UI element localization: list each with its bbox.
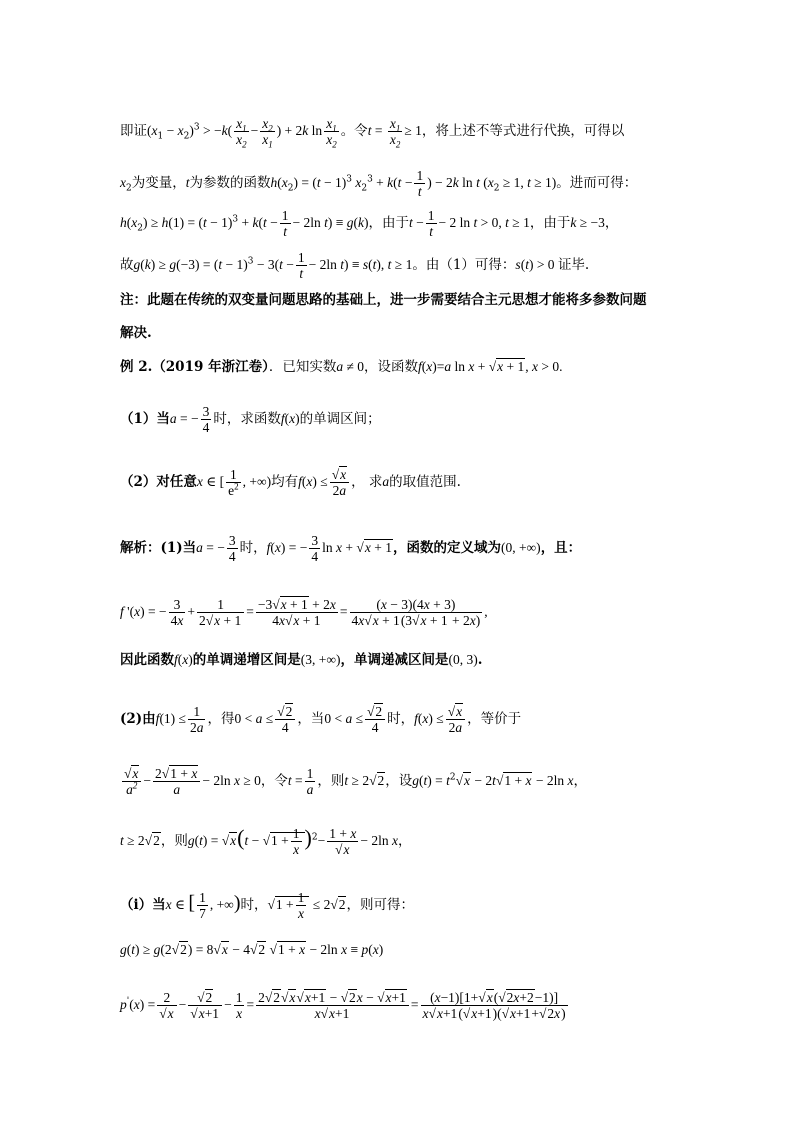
- note-line-2: 解决.: [120, 325, 152, 341]
- text-line-3: $h(x_2) \ge h(1) = (t - 1)^3 + k(t$ − $\frac{1}{t}$ − 2ln t) ≡ g(k)，由于t − $\frac{1}{t}$ − 2 ln t > 0, t ≥ 1，由于k ≥ −3，: [120, 208, 619, 239]
- text-segment: 的单调递增区间是: [192, 652, 301, 668]
- text-segment: 时，求函数: [213, 411, 281, 427]
- monotonic-conclusion: 因此函数f(x)的单调递增区间是(3, +∞)，单调递减区间是(0, 3).: [120, 652, 483, 668]
- solution-2-line-2: $\frac{√x}{a^2}$ − $\frac{2√1 + x}{a}$ − 2ln x ≥ 0，令t = $\frac{1}{a}$ ，则t ≥ 2√2，设$g(t) = t^2√x - 2t√1 + x - 2\ln$ x，: [124, 766, 587, 797]
- derivative-line: f '(x) = − $\frac{3}{4x}$ + $\frac{1}{2√x + 1}$ = $\frac{-3√x + 1 + 2x}{4x√x + 1}$ = $\frac{(x - 3)(4x + 3)}{4x√x + 1(3√x + 1 + 2x)}$ ,: [120, 597, 488, 628]
- example-label: 例 2.（2019 年浙江卷）: [120, 359, 269, 375]
- text-segment: ，设函数: [364, 359, 418, 375]
- text-segment: 。由（1）可得：: [412, 257, 516, 273]
- text-segment: （i）当: [120, 897, 166, 913]
- text-segment: ，函数的定义域为: [392, 540, 501, 556]
- text-line-1: 即证$(x_1 - x_2)^3 > -k$( $\frac{x_1}{x_2}$ − $\frac{x_2}{x_1}$ ) + 2k ln $\frac{x_1}{x_2}$ 。令t = $\frac{x_1}{x_2}$ ≥ 1，将上述不等式进行代换，可得以: [120, 116, 625, 150]
- text-segment: 的单调区间；: [299, 411, 381, 427]
- text-segment: ，等价于: [467, 711, 522, 727]
- text-segment: 。令: [340, 123, 368, 139]
- text-segment: ，当: [297, 711, 325, 727]
- note-line-1: 注：此题在传统的双变量问题思路的基础上，进一步需要结合主元思想才能将多参数问题: [120, 292, 647, 308]
- text-segment: 为变量，: [131, 175, 186, 191]
- text-segment: 故: [120, 257, 134, 273]
- text-segment: ，设: [385, 773, 413, 789]
- p-derivative-line: p'(x) = $\frac{2}{√x}$ − $\frac{√2}{√x+1}$ − $\frac{1}{x}$ = $\frac{2√2√x√x+1 - √2x - √x+1}{x√x+1}$ = $\frac{(x-1)[1+√x(√2x+2-1)]}{x√x+1(√x+1)(√x+1+√2x)}$: [120, 990, 566, 1021]
- text-segment: 时，: [240, 897, 268, 913]
- solution-2-line-3: t ≥ 2√2，则g(t) = √x(t − √1 + $\frac{1}{x}$ )$^2$− $\frac{1 + x}{√x}$ − 2ln x，: [120, 825, 412, 858]
- text-segment: .: [477, 652, 483, 668]
- solution-2-line-1: (2)由f(1) ≤ $\frac{1}{2a}$ ，得0 < a ≤ $\frac{√2}{4}$ ，当0 < a ≤ $\frac{√2}{4}$ 时，f(x) ≤ $\frac{√x}{2a}$ ，等价于: [120, 704, 522, 735]
- text-segment: 时，: [387, 711, 415, 727]
- text-segment: ， 求: [351, 474, 383, 490]
- text-segment: ，单调递减区间是: [340, 652, 449, 668]
- text-segment: ，则可得：: [346, 897, 414, 913]
- text-segment: ，则: [160, 833, 188, 849]
- text-segment: ．已知实数: [268, 359, 337, 375]
- text-line-2: $x_2$为变量，t为参数的函数$h(x_2) = (t - 1)^3$ $x_2^3 + k(t$ − $\frac{1}{t}$ ) − 2k ln t ($x_2 \ge 1$, t ≥ 1)。进而可得：: [120, 168, 638, 199]
- text-segment: ，由于: [368, 215, 409, 231]
- text-segment: 解析：(1)当: [120, 540, 197, 556]
- text-segment: ，由于: [529, 215, 571, 231]
- text-segment: 因此函数: [120, 652, 174, 668]
- text-segment: （1）当: [120, 411, 170, 427]
- question-2: （2）对任意x ∈ [ $\frac{1}{e^2}$ , +∞)均有f(x) ≤ $\frac{√x}{2a}$ ， 求a的取值范围.: [120, 467, 461, 498]
- text-segment: 证毕.: [557, 257, 590, 273]
- text-segment: ，令: [260, 773, 288, 789]
- text-segment: ，则: [317, 773, 345, 789]
- text-segment: ，得: [207, 711, 235, 727]
- text-segment: 时，: [239, 540, 267, 556]
- text-segment: ，将上述不等式进行代换，可得以: [421, 123, 625, 139]
- text-segment: ，且：: [540, 540, 582, 556]
- example-2-heading: 例 2.（2019 年浙江卷）．已知实数a ≠ 0，设函数f(x)=a ln x + √x + 1, x > 0.: [120, 359, 563, 375]
- text-line-4: 故$g(k) \ge g(-3) = (t - 1)^3 - 3(t$ − $\frac{1}{t}$ − 2ln t) ≡ s(t), t ≥ 1。由（1）可得：s(t) > 0 证毕.: [120, 250, 590, 281]
- question-1: （1）当a = − $\frac{3}{4}$ 时，求函数f(x)的单调区间；: [120, 404, 381, 435]
- text-segment: 为参数的函数: [189, 175, 271, 191]
- text-segment: （2）对任意: [120, 474, 197, 490]
- text-segment: 均有: [271, 474, 299, 490]
- text-segment: 。进而可得：: [556, 175, 638, 191]
- solution-1: 解析：(1)当a = − $\frac{3}{4}$ 时，f(x) = − $\frac{3}{4}$ ln x + √x + 1，函数的定义域为(0, +∞)，且：: [120, 533, 582, 564]
- case-i: （i）当x ∈ [ $\frac{1}{7}$ , +∞)时，√1 + $\frac{1}{x}$ ≤ 2√2，则可得：: [120, 890, 414, 922]
- text-segment: (2)由: [120, 711, 156, 727]
- inequality-line: g(t) ≥ g(2√2) = 8√x − 4√2 √1 + x − 2ln x ≡ p(x): [120, 942, 384, 957]
- text-segment: 即证: [120, 123, 147, 139]
- text-segment: 的取值范围.: [389, 474, 461, 490]
